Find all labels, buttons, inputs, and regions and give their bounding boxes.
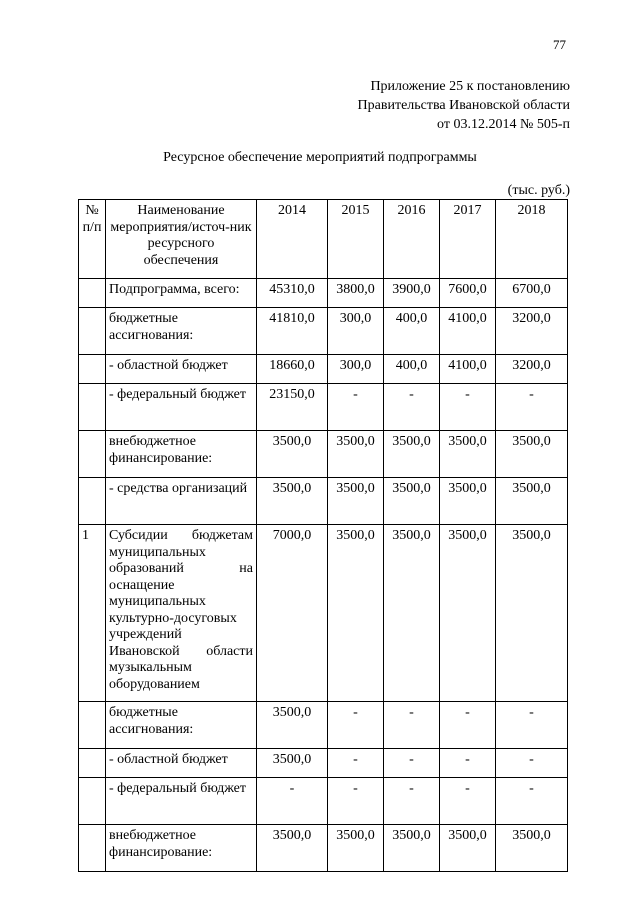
row-value: 3500,0 xyxy=(257,478,328,525)
row-value: 3500,0 xyxy=(328,825,384,872)
row-value: - xyxy=(328,778,384,825)
table-row xyxy=(79,308,568,355)
table-row xyxy=(79,384,568,431)
row-value: 41810,0 xyxy=(257,308,328,355)
table-header-row xyxy=(79,200,568,279)
row-name: внебюджетное финансирование: xyxy=(106,825,257,872)
row-value: 4100,0 xyxy=(440,308,496,355)
row-value: 3200,0 xyxy=(496,355,568,384)
appendix-note xyxy=(310,77,570,134)
row-value: - xyxy=(328,702,384,749)
row-value: 4100,0 xyxy=(440,355,496,384)
row-value: 3500,0 xyxy=(496,825,568,872)
row-number xyxy=(79,308,106,355)
row-number xyxy=(79,431,106,478)
row-value: - xyxy=(496,384,568,431)
header-2018: 2018 xyxy=(496,200,568,279)
row-number xyxy=(79,478,106,525)
row-value: 3500,0 xyxy=(257,702,328,749)
header-no: № п/п xyxy=(79,200,106,279)
table-row xyxy=(79,431,568,478)
row-value: 3500,0 xyxy=(440,478,496,525)
row-value: 7000,0 xyxy=(257,525,328,702)
header-2016: 2016 xyxy=(384,200,440,279)
row-value: 3500,0 xyxy=(440,825,496,872)
row-name: - областной бюджет xyxy=(106,355,257,384)
row-value: 3500,0 xyxy=(328,478,384,525)
row-value: - xyxy=(440,749,496,778)
table-row xyxy=(79,355,568,384)
row-value: 3200,0 xyxy=(496,308,568,355)
row-value: 3900,0 xyxy=(384,279,440,308)
row-value: 300,0 xyxy=(328,308,384,355)
row-value: - xyxy=(384,749,440,778)
row-value: 400,0 xyxy=(384,308,440,355)
row-value: - xyxy=(440,702,496,749)
row-value: - xyxy=(440,384,496,431)
row-value: 3500,0 xyxy=(384,431,440,478)
row-value: 3500,0 xyxy=(384,825,440,872)
header-2017: 2017 xyxy=(440,200,496,279)
row-value: 400,0 xyxy=(384,355,440,384)
appendix-line-3: от 03.12.2014 № 505-п xyxy=(437,117,570,132)
page-number: 77 xyxy=(553,37,566,52)
row-value: 3500,0 xyxy=(328,431,384,478)
table-row xyxy=(79,525,568,702)
row-value: 45310,0 xyxy=(257,279,328,308)
row-number xyxy=(79,749,106,778)
row-value: - xyxy=(384,702,440,749)
row-value: 7600,0 xyxy=(440,279,496,308)
row-value: - xyxy=(384,384,440,431)
row-value: - xyxy=(496,749,568,778)
row-number xyxy=(79,384,106,431)
row-value: 18660,0 xyxy=(257,355,328,384)
row-name: - средства организаций xyxy=(106,478,257,525)
row-number xyxy=(79,778,106,825)
row-value: 3500,0 xyxy=(328,525,384,702)
row-value: 3500,0 xyxy=(257,749,328,778)
row-number: 1 xyxy=(79,525,106,702)
header-2014: 2014 xyxy=(257,200,328,279)
row-value: 3500,0 xyxy=(257,431,328,478)
row-value: 3500,0 xyxy=(257,825,328,872)
resource-table xyxy=(78,199,568,872)
row-value: 3500,0 xyxy=(496,525,568,702)
table-row xyxy=(79,702,568,749)
table-row xyxy=(79,825,568,872)
row-number xyxy=(79,355,106,384)
appendix-line-2: Правительства Ивановской области xyxy=(357,98,570,113)
row-number xyxy=(79,702,106,749)
row-value: - xyxy=(328,384,384,431)
row-value: 3500,0 xyxy=(384,525,440,702)
table-row xyxy=(79,478,568,525)
row-value: 6700,0 xyxy=(496,279,568,308)
row-value: - xyxy=(496,778,568,825)
row-number xyxy=(79,279,106,308)
row-name: - федеральный бюджет xyxy=(106,778,257,825)
table-row xyxy=(79,749,568,778)
row-value: 300,0 xyxy=(328,355,384,384)
row-value: 3800,0 xyxy=(328,279,384,308)
row-value: 3500,0 xyxy=(496,478,568,525)
row-value: - xyxy=(440,778,496,825)
appendix-line-1: Приложение 25 к постановлению xyxy=(370,79,570,94)
row-name: Подпрограмма, всего: xyxy=(106,279,257,308)
row-name: бюджетные ассигнования: xyxy=(106,702,257,749)
document-title: Ресурсное обеспечение мероприятий подпрограммы xyxy=(163,150,477,165)
row-name: - федеральный бюджет xyxy=(106,384,257,431)
row-value: 3500,0 xyxy=(440,431,496,478)
row-name: Субсидии бюджетам муниципальных образований на оснащение муниципальных культурно-досуговых учреждений Ивановской области музыкальным оборудованием xyxy=(106,525,257,702)
row-value: 3500,0 xyxy=(384,478,440,525)
row-name: внебюджетное финансирование: xyxy=(106,431,257,478)
row-value: - xyxy=(328,749,384,778)
row-number xyxy=(79,825,106,872)
table-row xyxy=(79,778,568,825)
row-value: - xyxy=(496,702,568,749)
row-name: - областной бюджет xyxy=(106,749,257,778)
row-value: - xyxy=(257,778,328,825)
row-value: 3500,0 xyxy=(496,431,568,478)
header-name: Наименование мероприятия/источ-ник ресурсного обеспечения xyxy=(106,200,257,279)
row-value: 3500,0 xyxy=(440,525,496,702)
row-name: бюджетные ассигнования: xyxy=(106,308,257,355)
row-value: - xyxy=(384,778,440,825)
table-row xyxy=(79,279,568,308)
units-label: (тыс. руб.) xyxy=(507,183,570,198)
row-value: 23150,0 xyxy=(257,384,328,431)
header-2015: 2015 xyxy=(328,200,384,279)
